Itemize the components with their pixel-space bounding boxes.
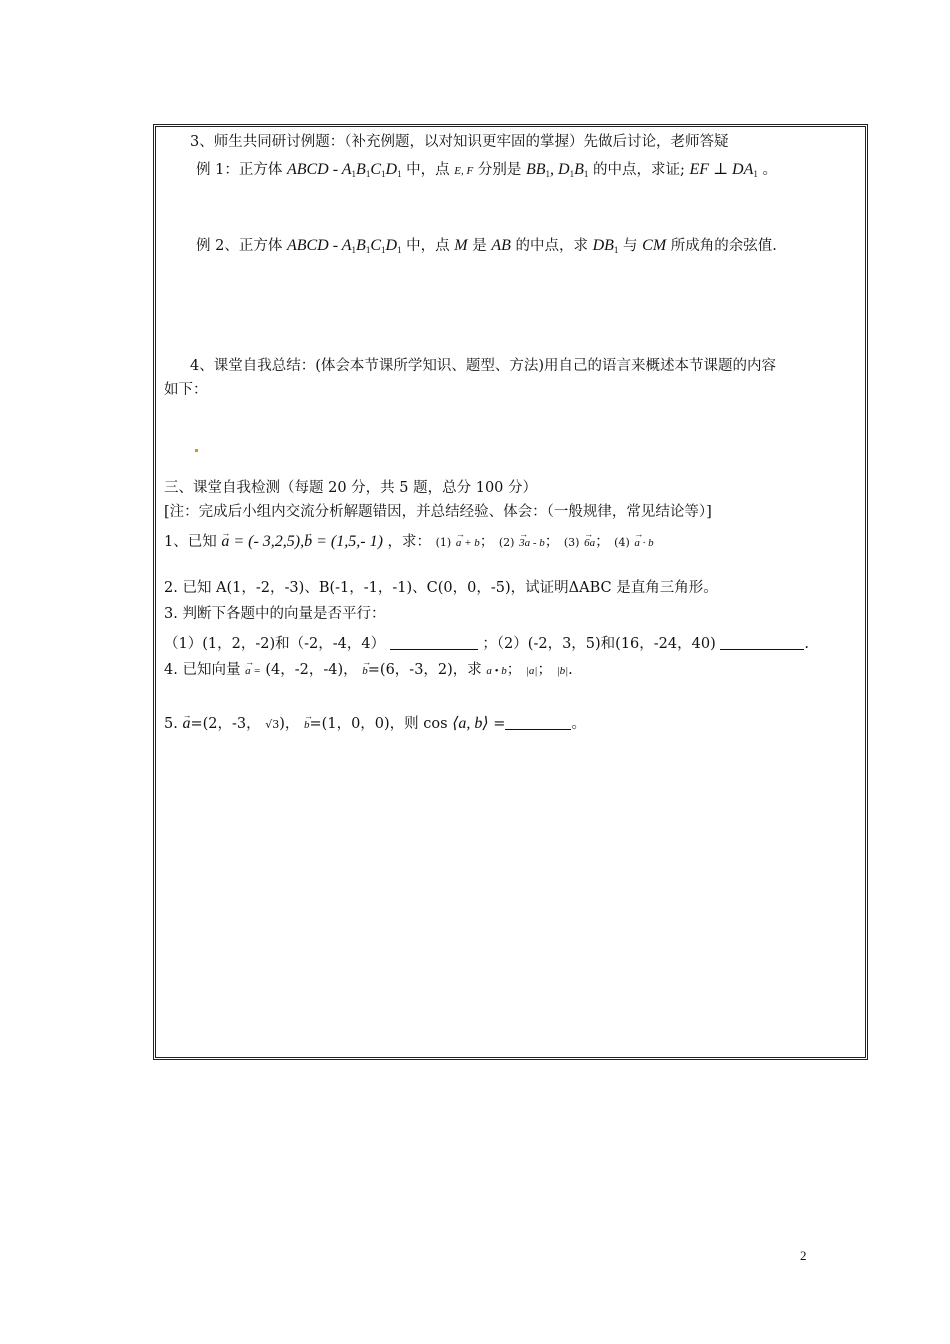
question-5: 5. → a=(2，-3， √3)， → b=(1，0，0)，则 cos ⟨a, b⟩ = 。: [164, 714, 586, 735]
answer-blank[interactable]: [720, 635, 804, 650]
question-3: 3. 判断下各题中的向量是否平行：: [164, 606, 386, 622]
vector-a: → a =: [245, 661, 261, 681]
sqrt-three: √3: [265, 718, 280, 731]
vector-b: → b: [304, 715, 310, 735]
marker-dot: [194, 438, 199, 458]
example-2: 例 2、正方体 ABCD - $A_1B_1C_1D_1$ 中，点 M 是 AB 的中点，求 $DB_1$ 与 CM 所成角的余弦值.: [196, 237, 777, 255]
example-1: 例 1：正方体 ABCD - $A_1B_1C_1D_1$ 中，点 E, F 分别是 $BB_1$, $D_1B_1$ 的中点，求证; EF ⊥ $DA_1$ 。: [196, 161, 777, 179]
section4-line1: 4、课堂自我总结：(体会本节课所学知识、题型、方法)用自己的语言来概述本节课题的内容: [190, 358, 777, 374]
question-1: 1、已知 → a = (- 3,2,5),→ b = (1,5,- 1) ，求： (1) → a + b； (2) → 3a - b； (3) → 6a； (4) → a · b: [164, 532, 654, 553]
vector-a: → a: [182, 714, 190, 734]
test-note: [注：完成后小组内交流分析解题错因，并总结经验、体会：（一般规律，常见结论等）]: [164, 504, 712, 520]
test-heading: 三、课堂自我检测（每题 20 分，共 5 题，总分 100 分）: [164, 480, 538, 496]
section4-line2: 如下：: [164, 382, 208, 398]
cube-expression: ABCD - $A_1B_1C_1D_1$: [286, 161, 402, 179]
question-4: 4. 已知向量 → a = (4，-2，-4)， → b=(6，-3，2)，求 a • b； |a|； |b|.: [164, 660, 573, 681]
cube-expression: ABCD - $A_1B_1C_1D_1$: [286, 237, 402, 255]
question-3-parts: （1）(1，2，-2)和（-2，-4，4） ；（2）(-2，3，5)和(16，-24，40) .: [164, 636, 809, 652]
page-number: 2: [800, 1248, 807, 1263]
answer-blank[interactable]: [390, 635, 478, 650]
section3-heading: 3、师生共同研讨例题：（补充例题，以对知识更牢固的掌握）先做后讨论，老师答疑: [190, 134, 729, 150]
vector-b: → b: [362, 661, 368, 681]
question-2: 2. 已知 A(1，-2，-3)、B(-1，-1，-1)、C(0，0，-5)，试证明ΔABC 是直角三角形。: [164, 580, 718, 596]
answer-blank[interactable]: [505, 715, 571, 730]
